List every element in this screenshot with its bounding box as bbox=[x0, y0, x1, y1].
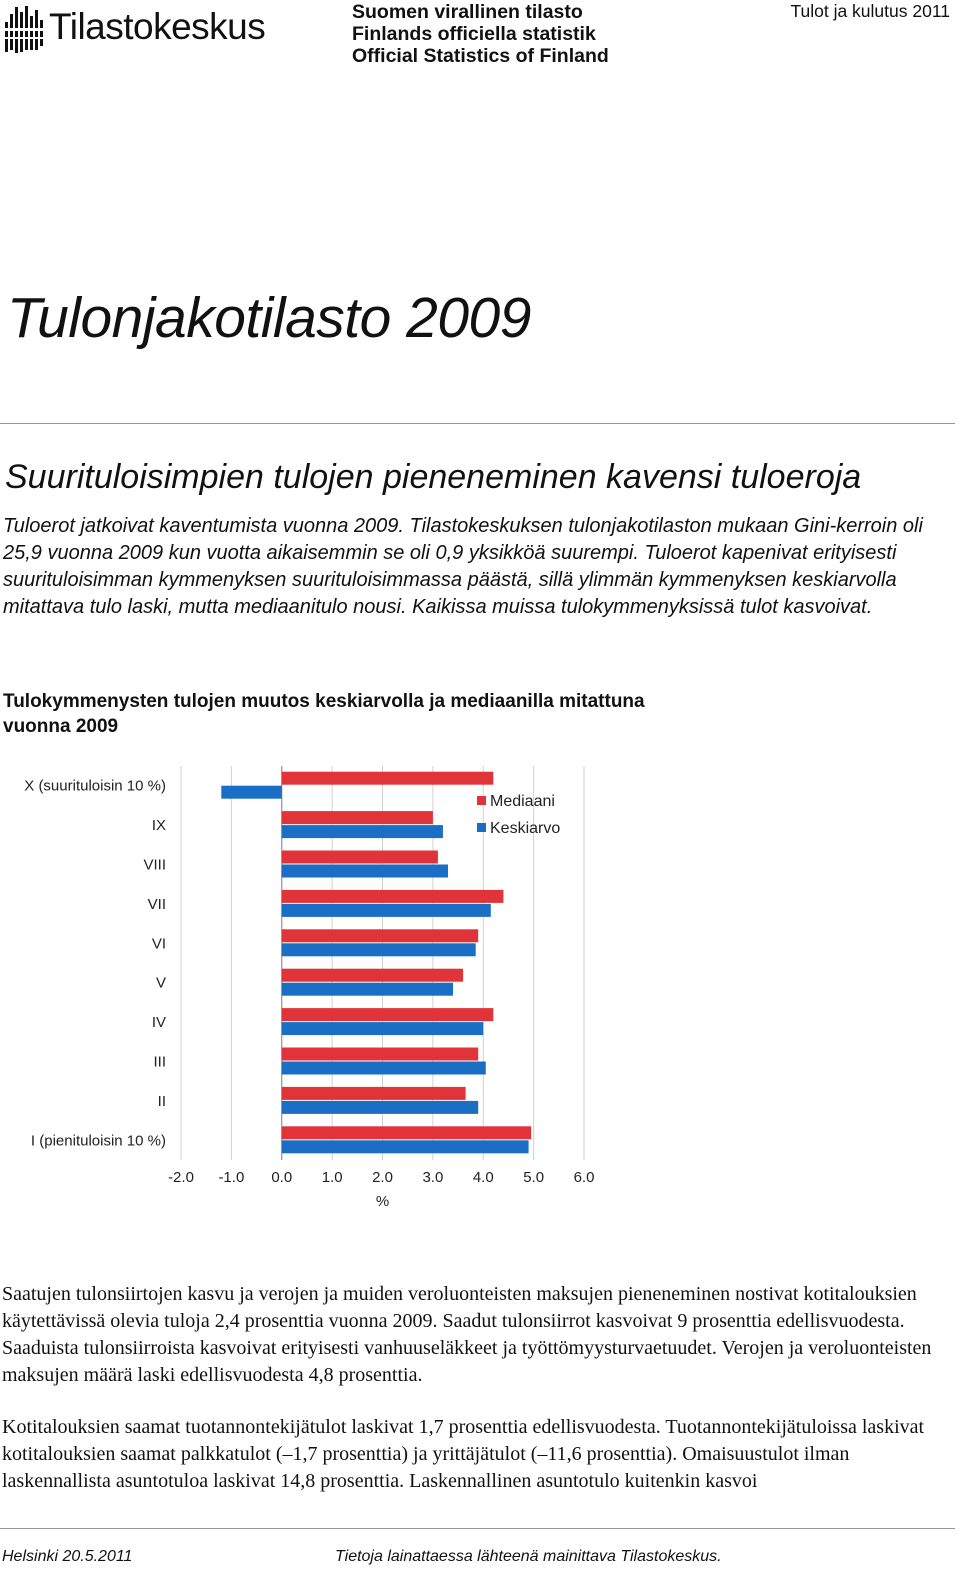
bar-mediaani bbox=[282, 772, 494, 785]
category-label: VI bbox=[151, 935, 166, 953]
x-tick-label: 0.0 bbox=[271, 1169, 293, 1186]
bar-mediaani bbox=[282, 1087, 466, 1100]
category-label: VIII bbox=[143, 856, 166, 874]
x-tick-label: 4.0 bbox=[472, 1169, 494, 1186]
bar-mediaani bbox=[282, 890, 504, 903]
x-tick-label: 5.0 bbox=[523, 1169, 545, 1186]
bar-mediaani bbox=[282, 1008, 494, 1021]
page-title: Tulonjakotilasto 2009 bbox=[7, 286, 531, 350]
bar-keskiarvo bbox=[282, 904, 491, 917]
bar-keskiarvo bbox=[282, 865, 448, 878]
category-label: IX bbox=[151, 817, 166, 835]
page-subtitle: Suurituloisimpien tulojen pieneneminen kavensi tuloeroja bbox=[5, 458, 862, 496]
category-label: V bbox=[155, 974, 166, 992]
x-tick-label: -1.0 bbox=[218, 1169, 245, 1186]
x-tick-label: 6.0 bbox=[573, 1169, 595, 1186]
x-axis-label: % bbox=[375, 1193, 390, 1210]
x-tick-label: 1.0 bbox=[321, 1169, 343, 1186]
bar-mediaani bbox=[282, 1048, 478, 1061]
footer-date: Helsinki 20.5.2011 bbox=[2, 1548, 133, 1565]
body-paragraph: Kotitalouksien saamat tuotannontekijätulot laskivat 1,7 prosenttia edellisvuodesta. Tuotannontekijätuloissa laskivat kotitalouksien saamat palkkatulot (–1,7 prosenttia) ja yrittäjätulot (–11,6 prosenttia). Omaisuustulot ilman laskennallista asuntotuloa laskivat 14,8 prosenttia. Laskennallinen asuntotulo kuitenkin kasvoi bbox=[2, 1416, 925, 1492]
category-label: IV bbox=[151, 1014, 166, 1032]
bar-mediaani bbox=[282, 851, 438, 864]
bar-mediaani bbox=[282, 811, 433, 824]
category-label: Tulot ja kulutus 2011 bbox=[790, 1, 950, 21]
bar-keskiarvo bbox=[282, 983, 453, 996]
bar-keskiarvo bbox=[282, 1101, 478, 1114]
category-label: X (suurituloisin 10 %) bbox=[24, 777, 166, 795]
bar-keskiarvo bbox=[282, 1022, 484, 1035]
legend-swatch bbox=[477, 823, 486, 832]
divider bbox=[0, 423, 955, 424]
category-label: II bbox=[157, 1092, 166, 1110]
legend-label: Mediaani bbox=[490, 793, 555, 810]
x-tick-label: -2.0 bbox=[168, 1169, 194, 1186]
bar-mediaani bbox=[282, 929, 478, 942]
bar-chart bbox=[0, 760, 620, 1225]
bar-mediaani bbox=[282, 969, 463, 982]
bar-keskiarvo bbox=[282, 943, 476, 956]
logo-wordmark: Tilastokeskus bbox=[49, 6, 266, 47]
body-paragraph: Saatujen tulonsiirtojen kasvu ja verojen ja muiden veroluonteisten maksujen pieneneminen nostivat kotitalouksien käytettävissä olevia tuloja 2,4 prosenttia vuonna 2009. Saadut tulonsiirrot kasvoivat 9 prosenttia edellisvuodesta. Saaduista tulonsiirroista kasvoivat erityisesti vanhuuseläkkeet ja työttömyysturvaetuudet. Verojen ja veroluonteisten maksujen määrä laski edellisvuodesta 4,8 prosenttia. bbox=[2, 1283, 932, 1386]
official-line-sv: Finlands officiella statistik bbox=[352, 23, 596, 45]
bar-keskiarvo bbox=[282, 1140, 529, 1153]
footer-divider bbox=[0, 1528, 955, 1529]
category-label: I (pienituloisin 10 %) bbox=[30, 1132, 166, 1150]
category-label: III bbox=[153, 1053, 166, 1071]
bar-mediaani bbox=[282, 1126, 531, 1139]
official-line-en: Official Statistics of Finland bbox=[352, 45, 609, 67]
legend-swatch bbox=[477, 796, 486, 805]
bar-keskiarvo bbox=[221, 786, 281, 799]
official-statistics-label bbox=[352, 1, 609, 67]
x-tick-label: 3.0 bbox=[422, 1169, 444, 1186]
x-tick-label: 2.0 bbox=[372, 1169, 393, 1186]
chart-svg bbox=[0, 760, 620, 1220]
bar-keskiarvo bbox=[282, 825, 443, 838]
official-line-fi: Suomen virallinen tilasto bbox=[352, 1, 583, 23]
legend-label: Keskiarvo bbox=[490, 820, 561, 837]
lead-paragraph: Tuloerot jatkoivat kaventumista vuonna 2009. Tilastokeskuksen tulonjakotilaston mukaan Gini-kerroin oli 25,9 vuonna 2009 kun vuotta aikaisemmin se oli 0,9 yksikköä suurempi. Tuloerot kapenivat erityisesti suurituloisimman kymmenyksen suurituloisimmassa päästä, sillä ylimmän kymmenyksen keskiarvolla mitattava tulo laski, mutta mediaanitulo nousi. Kaikissa muissa tulokymmenyksissä tulot kasvoivat. bbox=[3, 515, 923, 618]
footer-citation: Tietoja lainattaessa lähteenä mainittava Tilastokeskus. bbox=[335, 1548, 722, 1565]
logo-icon bbox=[4, 4, 46, 61]
bar-keskiarvo bbox=[282, 1062, 486, 1075]
category-label: VII bbox=[147, 895, 166, 913]
chart-heading: Tulokymmenysten tulojen muutos keskiarvolla ja mediaanilla mitattuna vuonna 2009 bbox=[3, 691, 645, 737]
